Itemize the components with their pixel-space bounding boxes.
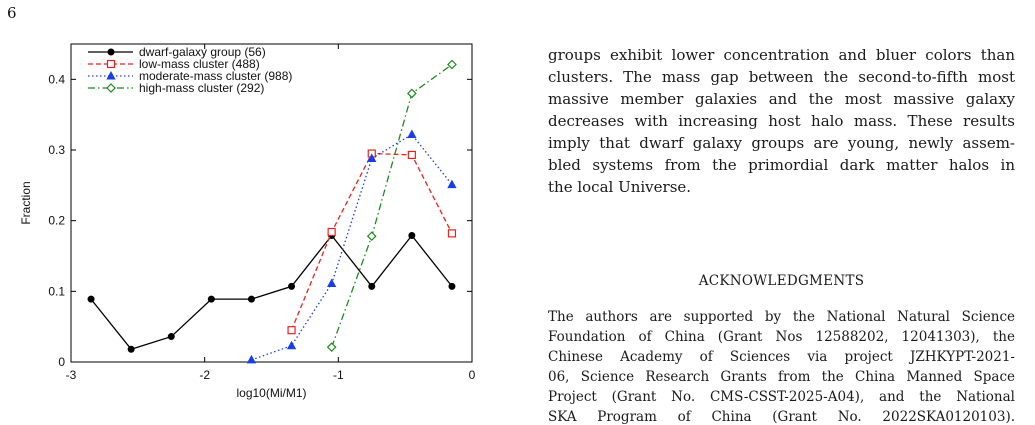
y-tick-label: 0.1 — [48, 284, 65, 299]
data-point-s1-3 — [168, 334, 174, 340]
paragraph-line-6: bled systems from the primordial dark matter halos in — [548, 156, 1015, 174]
ack-line-1: The authors are supported by the National Natural Science — [548, 309, 1015, 325]
series-line-1 — [91, 236, 452, 350]
data-point-s1-4 — [208, 296, 214, 302]
data-point-s4-4 — [448, 60, 456, 68]
legend-marker-1 — [108, 49, 114, 55]
y-tick-label: 0.3 — [48, 143, 65, 157]
paragraph-line-3: massive member galaxies and the most massive galaxy — [548, 90, 1015, 108]
data-point-s2-2 — [328, 228, 335, 235]
data-point-s2-5 — [448, 230, 455, 237]
ack-line-3: Chinese Academy of Sciences via project JZHKYPT-2021- — [548, 349, 1015, 365]
data-point-s3-3 — [328, 280, 336, 287]
data-point-s2-1 — [288, 327, 295, 334]
conclusion-paragraph — [548, 44, 1015, 198]
y-tick-label: 0.2 — [48, 213, 65, 228]
ack-line-5: Project (Grant No. CMS-CSST-2025-A04), and the National — [548, 389, 1015, 405]
legend-label-1: dwarf-galaxy group (56) — [139, 45, 266, 59]
paragraph-line-2: clusters. The mass gap between the second-to-fifth most — [548, 68, 1015, 86]
data-point-s1-2 — [128, 346, 134, 352]
ack-line-4: 06, Science Research Grants from the China Manned Space — [548, 369, 1015, 385]
legend-marker-4 — [107, 84, 115, 92]
data-point-s1-9 — [409, 233, 415, 239]
page-number: 6 — [7, 4, 17, 22]
x-axis-label: log10(Mi/M1) — [236, 386, 307, 400]
x-tick-label: -1 — [332, 368, 344, 382]
series-1 — [88, 233, 455, 353]
paragraph-line-7: the local Universe. — [548, 178, 692, 196]
x-tick-label: -3 — [65, 368, 77, 382]
paragraph-line-1: groups exhibit lower concentration and bluer colors than — [548, 46, 1015, 64]
acknowledgments-heading: ACKNOWLEDGMENTS — [698, 273, 865, 289]
x-tick-label: -2 — [199, 368, 211, 382]
data-point-s3-1 — [248, 356, 256, 363]
data-point-s3-2 — [288, 342, 296, 349]
legend-entry-4 — [88, 81, 264, 95]
ack-line-2: Foundation of China (Grant Nos 12588202, 12041303), the — [548, 329, 1015, 345]
data-point-s1-6 — [289, 283, 295, 289]
legend-label-2: low-mass cluster (488) — [139, 57, 260, 71]
paragraph-line-5: imply that dwarf galaxy groups are young, newly assem- — [548, 134, 1015, 152]
y-tick-label: 0 — [58, 355, 65, 369]
data-point-s3-6 — [448, 181, 456, 188]
legend-label-3: moderate-mass cluster (988) — [139, 69, 293, 83]
data-point-s4-1 — [328, 343, 336, 351]
y-tick-label: 0.4 — [48, 72, 65, 87]
series-4 — [328, 60, 456, 351]
series-line-3 — [252, 135, 453, 360]
data-point-s2-4 — [408, 151, 415, 158]
data-point-s1-5 — [248, 296, 254, 302]
acknowledgments-body — [548, 307, 1015, 425]
data-point-s1-1 — [88, 296, 94, 302]
series-2 — [288, 150, 455, 334]
data-point-s3-5 — [408, 130, 416, 137]
paragraph-line-4: decreases with increasing host halo mass. These results — [548, 112, 1015, 130]
series-line-2 — [292, 154, 453, 331]
legend-marker-2 — [108, 61, 115, 68]
data-point-s1-10 — [449, 283, 455, 289]
data-point-s4-2 — [368, 232, 376, 240]
data-point-s4-3 — [408, 89, 416, 97]
y-axis-label: Fraction — [19, 181, 33, 225]
series-line-4 — [332, 65, 452, 348]
data-point-s1-8 — [369, 283, 375, 289]
ack-line-6: SKA Program of China (Grant No. 2022SKA0120103). — [548, 409, 1015, 425]
series-3 — [248, 130, 456, 362]
x-tick-label: 0 — [468, 368, 476, 382]
legend-label-4: high-mass cluster (292) — [139, 81, 265, 95]
